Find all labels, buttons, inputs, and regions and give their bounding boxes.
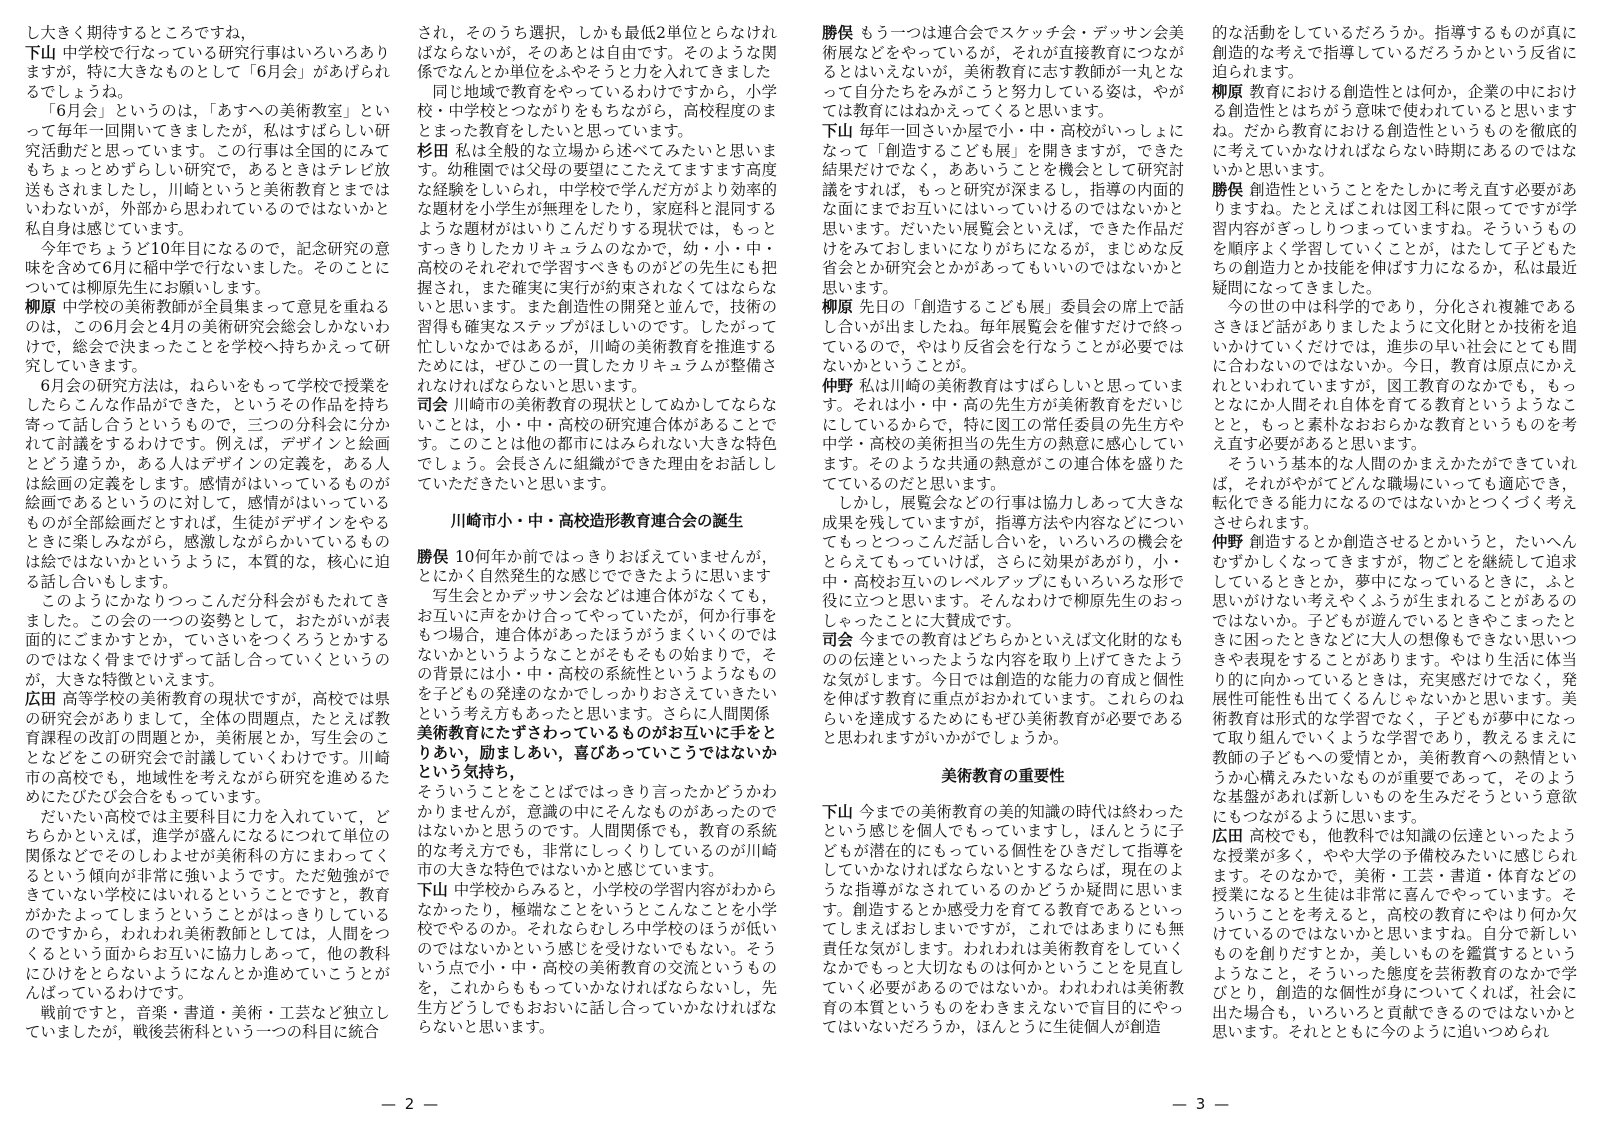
speaker-paragraph	[822, 122, 1184, 298]
paragraph	[822, 494, 1184, 631]
paragraph-text: 中学校からみると，小学校の学習内容がわからなかったり，極端なことをいうとこんなことを小学校でやるのか。それならむしろ中学校のほうが低いのではないかという感じを受けないでもない。そういう点で小・中・高校の美術教育の交流というものを，これからももっていかなければならないし，先生方どうしでもおおいに話し合っていかなければならないと思います。	[417, 880, 777, 1037]
speaker-paragraph	[417, 396, 777, 494]
speaker-paragraph	[1212, 533, 1577, 827]
paragraph-text: 美術教育にたずさわっているものがお互いに手をとりあい，励ましあい，喜びあっていこうではないかという気持ち，	[417, 724, 777, 782]
speaker-name: 司会	[822, 631, 853, 650]
speaker-name: 下山	[25, 43, 57, 62]
paragraph	[25, 592, 390, 690]
paragraph	[25, 377, 390, 593]
paragraph-text: 創造するとか創造させるとかいうと，たいへんむずかしくなってきますが，物ごとを継続して追求しているときとか，夢中になっているときに，ふと思いがけない考えやくふうが生まれることがあるのではないか。子どもが遊んでいるときやこまったときに困ったときなどに大人の想像もできない思いつきや表現をすることがあります。やはり生活に体当り的に向かっているときは，充実感だけでなく，発展性可能性も出てくるんじゃないかと思います。美術教育は形式的な学習でなく，子どもが夢中になって取り組んでいくような学習であり，教えるまえに教師の子どもへの愛情とか，美術教育への熱情というか心構えみたいなものが重要であって，そのような基盤があれば新しいものを生みだそうという意欲にもつながるように思います。	[1212, 533, 1577, 826]
paragraph-text: もう一つは連合会でスケッチ会・デッサン会美術展などをやっているが，それが直接教育につながるとはいえないが，美術教育に志す教師が一丸となって自分たちをみがこうと努力している姿は，やがては教育にはねかえってくると思います。	[822, 24, 1184, 121]
paragraph-text: そういうことをことばではっきり言ったかどうかわかりませんが，意識の中にそんなものがあったのではないかと思うのです。人間関係でも，教育の系統的な考え方でも，非常にしっくりしているのが川崎市の大きな特色ではないかと感じています。	[417, 782, 777, 880]
paragraph-text: 中学校で行なっている研究行事はいろいろありますが，特に大きなものとして「6月会」があげられるでしょうね。	[25, 43, 390, 101]
speaker-paragraph	[417, 548, 777, 587]
paragraph	[1212, 24, 1577, 83]
speaker-name: 広田	[1212, 827, 1244, 846]
paragraph-text: 中学校の美術教師が全員集まって意見を重ねるのは，この6月会と4月の美術研究会総会しかないわけで，総会で決まったことを学校へ持ちかえって研究していきます。	[25, 298, 390, 376]
paragraph-text: 高校でも，他教科では知識の伝達といったような授業が多く，やや大学の予備校みたいに感じられます。そのなかで，美術・工芸・書道・体育などの授業になると生徒は非常に喜んでやっています。そういうことを考えると，高校の教育にやはり何か欠けているのではないかと思いますね。自分で新しいものを創りだすとか，美しいものを鑑賞するというようなこと，そういった態度を芸術教育のなかで学びとり，創造的な個性が身についてくれば，社会に出た場合も，いろいろと貢献できるのではないかと思います。それとともに今のように追いつめられ	[1212, 827, 1577, 1042]
paragraph-text: 川崎市の美術教育の現状としてぬかしてならないことは，小・中・高校の研究連合体があることです。このことは他の都市にはみられない大きな特色でしょう。会長さんに組織ができた理由をお話ししていただきたいと思います。	[417, 396, 777, 493]
speaker-name: 下山	[822, 121, 853, 140]
speaker-name: 仲野	[1212, 533, 1244, 552]
paragraph-text: 6月会の研究方法は，ねらいをもって学校で授業をしたらこんな作品ができた，というその作品を持ち寄って話し合うというもので，三つの分科会に分かれて討議をするわけです。例えば，デザインと絵画とどう違うか，ある人はデザインの定義を，ある人は絵画の定義をします。感情がはいっているものが絵画であるというのに対して，感情がはいっているものが全部絵画だとすれば，生徒がデザインをやるときに楽しみながら，感激しながらかいているものは絵ではないかというように，本質的な，核心に迫る話し合いもします。	[25, 376, 390, 591]
speaker-name: 仲野	[822, 376, 853, 395]
paragraph-text: 「6月会」というのは，「あすへの美術教室」といって毎年一回開いてきましたが，私はすばらしい研究活動だと思っています。この行事は全国的にみてもちょっとめずらしい研究で，あるときはテレビ放送もされましたし，川崎というと美術教育とまではいわないが，外部から思われているのではないかと私自身は感じています。	[25, 102, 390, 238]
paragraph	[417, 724, 777, 783]
paragraph-text: 戦前ですと，音楽・書道・美術・工芸など独立していましたが，戦後芸術科という一つの科目に統合	[25, 1003, 390, 1042]
paragraph-text: 同じ地域で教育をやっているわけですから，小学校・中学校とつながりをもちながら，高校程度のまとまった教育をしたいと思っています。	[417, 82, 777, 140]
paragraph-text: し大きく期待するところですね，	[25, 24, 256, 42]
text-column-2	[417, 24, 777, 1079]
section-heading: 美術教育の重要性	[941, 766, 1065, 785]
speaker-paragraph	[822, 631, 1184, 749]
speaker-name: 勝俣	[822, 24, 854, 42]
paragraph	[417, 587, 777, 724]
speaker-paragraph	[25, 44, 390, 103]
paragraph-text: 今までの美術教育の美的知識の時代は終わったという感じを個人でもっていますし，ほんとうに子どもが潜在的にもっている個性をひきだして指導をしていかなければならないとするならば，現在のような指導がなされているのかどうか疑問に思います。創造するとか感受力を育てる教育であるといってしまえばおしまいですが，これではあまりにも無責任な気がします。われわれは美術教育をしていくなかでもっと大切なものは何かということを見直していく必要があるのではないか。われわれは美術教育の本質というものをわきまえないで盲目的にやってはいないだろうか，ほんとうに生徒個人が創造	[822, 802, 1184, 1037]
paragraph-text: 写生会とかデッサン会などは連合体がなくても，お互いに声をかけ合ってやっていたが，何か行事をもつ場合，連合体があったほうがうまくいくのではないかというようなことがそもそもの始まりで，その背景には小・中・高校の系統性というようなものを子どもの発達のなかでしっかりおさえていきたいという考え方もあったと思います。さらに人間関係	[417, 587, 777, 723]
speaker-paragraph	[1212, 181, 1577, 299]
text-column-3	[822, 24, 1184, 1079]
paragraph-text: 今の世の中は科学的であり，分化され複雑であるさきほど話がありましたように文化財とか技術を追いかけていくだけでは，進歩の早い社会にとても間に合わないのではないか。今日，教育は原点にかえれといわれていますが，図工教育のなかでも，もっとなにか人間それ自体を育てる教育というようなことと，もっと素朴なおおらかな教育というものを考え直す必要があると思います。	[1212, 298, 1577, 454]
speaker-paragraph	[25, 298, 390, 376]
paragraph-text: 今までの教育はどちらかといえば文化財的なものの伝達といったような内容を取り上げてきたような気がします。今日では創造的な能力の育成と個性を伸ばす教育に重点がおかれています。これらのねらいを達成するためにもぜひ美術教育が必要であると思われますがいかがでしょうか。	[822, 631, 1184, 748]
speaker-paragraph	[417, 142, 777, 397]
paragraph-text: だいたい高校では主要科目に力を入れていて，どちらかといえば，進学が盛んになるにつれて単位の関係などでそのしわよせが美術科の方にまわってくるという傾向が非常に強いようです。ただ勉強ができていない学校にはいれるということですと，教育がかたよってしまうということがはっきりしているのですから，われわれ美術教師としては，人間をつくるという面からお互いに協力しあって，他の教科にひけをとらないようになんとか進めていこうとがんばっているわけです。	[25, 807, 390, 1003]
paragraph	[1212, 298, 1577, 455]
paragraph-text: 高等学校の美術教育の現状ですが，高校では県の研究会がありまして，全体の問題点，たとえば教育課程の改訂の問題とか，美術展とか，写生会のことなどをこの研究会で討議していくわけです。川崎市の高校でも，地域性を考えながら研究を進めるためにたびたび会合をもっています。	[25, 690, 390, 807]
paragraph	[1212, 455, 1577, 533]
speaker-paragraph	[1212, 827, 1577, 1043]
paragraph-text: 10何年か前ではっきりおぼえていませんが，とにかく自然発生的な感じでできたように思います	[417, 547, 777, 586]
paragraph-text: 先日の「創造するこども展」委員会の席上で話し合いが出ましたね。毎年展覧会を催すだけで終っているので，やはり反省会を行なうことが必要ではないかということが。	[822, 298, 1184, 376]
text-column-4	[1212, 24, 1577, 1079]
speaker-name: 下山	[822, 802, 853, 821]
paragraph	[25, 102, 390, 239]
speaker-name: 広田	[25, 690, 57, 709]
paragraph	[25, 808, 390, 1004]
speaker-paragraph	[417, 881, 777, 1038]
page-number-right: — 3 —	[1172, 1095, 1232, 1113]
speaker-paragraph	[822, 377, 1184, 495]
paragraph-text: そういう基本的な人間のかまえかたができていれば，それがやがてどんな職場にいっても適応でき，転化できる能力になるのではないかとつくづく考えさせられます。	[1212, 455, 1577, 532]
speaker-name: 勝俣	[417, 547, 449, 566]
paragraph-text: 創造性ということをたしかに考え直す必要がありますね。たとえばこれは図工科に限ってですが学習内容がぎっしりつまっていますね。そういうものを順序よく学習していくことが，はたして子どもたちの創造力とか技能を伸ばす力になるか，私は最近疑問になってきました。	[1212, 180, 1577, 297]
paragraph	[25, 1004, 390, 1043]
speaker-name: 柳原	[822, 298, 853, 317]
page-number-left: — 2 —	[381, 1095, 441, 1113]
speaker-name: 勝俣	[1212, 180, 1244, 199]
speaker-name: 下山	[417, 880, 448, 899]
paragraph-text: 教育における創造性とは何か，企業の中における創造性とはちがう意味で使われていると思いますね。だから教育における創造性というものを徹底的に考えていかなければならない時期にあるのではないかと思います。	[1212, 82, 1577, 180]
speaker-paragraph	[822, 803, 1184, 1038]
paragraph-text: 毎年一回さいか屋で小・中・高校がいっしょになって「創造するこども展」を開きますが，できた結果だけでなく，ああいうことを機会として研究討議をすれば，もっと研究が深まるし，指導の内面的な面にまでお互いにはいっていけるのではないかと思います。だいたい展覧会といえば，できた作品だけをみておしまいになりがちになるが，まじめな反省会とか研究会とかがあってもいいのではないかと思います。	[822, 121, 1184, 297]
speaker-paragraph	[822, 298, 1184, 376]
paragraph	[417, 24, 777, 83]
speaker-paragraph	[822, 24, 1184, 122]
speaker-name: 司会	[417, 396, 448, 415]
speaker-name: 柳原	[1212, 82, 1244, 101]
speaker-paragraph	[25, 690, 390, 808]
speaker-name: 杉田	[417, 141, 450, 160]
speaker-name: 柳原	[25, 298, 57, 317]
paragraph-text: しかし，展覧会などの行事は協力しあって大きな成果を残していますが，指導方法や内容などについてもっとつっこんだ話し合いを，いろいろの機会をとらえてもっていけば，さらに効果があがり，小・中・高校お互いのレベルアップにもいろいろな形で役に立つと思います。そんなわけで柳原先生のおっしゃったことに大賛成です。	[822, 494, 1184, 630]
paragraph-text: 的な活動をしているだろうか。指導するものが真に創造的な考えで指導しているだろうかという反省に迫られます。	[1212, 24, 1577, 82]
paragraph	[417, 783, 777, 881]
text-column-1	[25, 24, 390, 1079]
section-heading: 川崎市小・中・高校造形教育連合会の誕生	[450, 512, 744, 531]
speaker-paragraph	[1212, 83, 1577, 181]
paragraph-text: 私は川崎の美術教育はすばらしいと思っています。それは小・中・高の先生方が美術教育をだいじにしているからで，特に図工の常任委員の先生方や中学・高校の美術担当の先生方の熱意に感心しています。そのような共通の熱意がこの連合体を盛りたてているのだと思います。	[822, 376, 1184, 493]
paragraph-text: このようにかなりつっこんだ分科会がもたれてきました。この会の一つの姿勢として，おたがいが表面的にごまかすとか，ていさいをつくろうとかするのではなく骨までけずって話し合っていくというのが，大きな特徴といえます。	[25, 592, 390, 689]
paragraph-text: 私は全般的な立場から述べてみたいと思います。幼稚園では父母の要望にこたえてますます高度な経験をしいられ，中学校で学んだ方がより効率的な題材を小学生が無理をしたり，家庭科と混同するような題材がはいりこんだりする現状では，もっとすっきりしたカリキュラムのなかで，幼・小・中・高校のそれぞれで学習すべきものがどの先生にも把握され，また確実に実行が約束されなくてはならないと思います。また創造性の開発と並んで，技術の習得も確実なステップがほしいのです。したがって忙しいなかではあるが，川崎の美術教育を推進するためには，ぜひこの一貫したカリキュラムが整備されなければならないと思います。	[417, 141, 777, 395]
paragraph-text: され，そのうち選択，しかも最低2単位とらなければならないが，そのあとは自由です。そのような関係でなんとか単位をふやそうと力を入れてきました	[417, 24, 777, 82]
paragraph	[25, 240, 390, 299]
paragraph	[25, 24, 390, 44]
paragraph-text: 今年でちょうど10年目になるので，記念研究の意味を含めて6月に稲中学で行ないました。そのことについては柳原先生にお願いします。	[25, 239, 390, 297]
paragraph	[417, 83, 777, 142]
